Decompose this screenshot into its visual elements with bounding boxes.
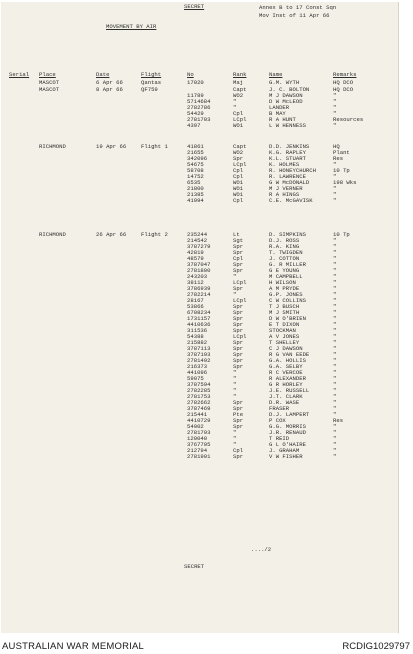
service-number: 41994 bbox=[187, 197, 204, 204]
remarks: " bbox=[333, 237, 337, 244]
member-name: G.M. WYTH bbox=[269, 79, 300, 86]
member-name: C J DAWSON bbox=[269, 345, 303, 352]
archive-credit: AUSTRALIAN WAR MEMORIAL bbox=[2, 641, 145, 652]
remarks: 10 Tp bbox=[333, 167, 350, 174]
rank: " bbox=[233, 393, 237, 400]
member-name: T. TWIGDEN bbox=[269, 249, 303, 256]
service-number: 120040 bbox=[187, 435, 208, 442]
member-name: D.R. WASE bbox=[269, 399, 300, 406]
service-number: 54675 bbox=[187, 161, 204, 168]
member-name: R.A. KING bbox=[269, 243, 300, 250]
remarks: HQ bbox=[333, 143, 340, 150]
member-name: D.J. ROSS bbox=[269, 237, 300, 244]
group-place: MASCOT bbox=[39, 79, 60, 86]
member-name: G.A. SELBY bbox=[269, 363, 303, 370]
rank: LCpl bbox=[233, 297, 247, 304]
remarks: " bbox=[333, 161, 337, 168]
remarks: " bbox=[333, 411, 337, 418]
rank: Spr bbox=[233, 309, 244, 316]
member-name: T REID bbox=[269, 435, 290, 442]
rank: Spr bbox=[233, 261, 244, 268]
service-number: 4397 bbox=[187, 122, 201, 129]
service-number: 215882 bbox=[187, 339, 208, 346]
remarks: " bbox=[333, 453, 337, 460]
member-name: R A HINGS bbox=[269, 191, 300, 198]
service-number: 48579 bbox=[187, 255, 204, 262]
member-name: M J SMITH bbox=[269, 309, 300, 316]
service-number: 3786939 bbox=[187, 285, 211, 292]
rank: Spr bbox=[233, 417, 244, 424]
rank: Spr bbox=[233, 249, 244, 256]
group-place: RICHMOND bbox=[39, 231, 66, 238]
member-name: K.G. RAPLEY bbox=[269, 149, 306, 156]
service-number: 54902 bbox=[187, 423, 204, 430]
remarks: HQ DCO bbox=[333, 86, 354, 93]
service-number: 2781901 bbox=[187, 453, 211, 460]
member-name: J.E. RUSSELL bbox=[269, 387, 310, 394]
remarks: " bbox=[333, 261, 337, 268]
member-name: L W HENNESS bbox=[269, 122, 306, 129]
remarks: " bbox=[333, 173, 337, 180]
service-number: 441096 bbox=[187, 369, 208, 376]
rank: Spr bbox=[233, 405, 244, 412]
group-date: 19 Apr 66 bbox=[96, 143, 127, 150]
remarks: " bbox=[333, 333, 337, 340]
remarks: " bbox=[333, 393, 337, 400]
rank: Spr bbox=[233, 303, 244, 310]
rank: Spr bbox=[233, 357, 244, 364]
remarks: " bbox=[333, 303, 337, 310]
remarks: " bbox=[333, 110, 337, 117]
remarks: " bbox=[333, 375, 337, 382]
remarks: " bbox=[333, 363, 337, 370]
rank: Capt bbox=[233, 86, 247, 93]
remarks: " bbox=[333, 435, 337, 442]
section-title: MOVEMENT BY AIR bbox=[106, 23, 157, 30]
document-page bbox=[1, 2, 399, 633]
remarks: " bbox=[333, 351, 337, 358]
remarks: " bbox=[333, 429, 337, 436]
rank: WO2 bbox=[233, 92, 244, 99]
service-number: 311536 bbox=[187, 327, 208, 334]
rank: Capt bbox=[233, 143, 247, 150]
member-name: J.T. CLARK bbox=[269, 393, 303, 400]
remarks: " bbox=[333, 92, 337, 99]
member-name: R ALEXANDER bbox=[269, 375, 306, 382]
column-header-date: Date bbox=[96, 71, 110, 78]
member-name: G.P. JONES bbox=[269, 291, 303, 298]
rank: " bbox=[233, 98, 237, 105]
column-header-serial: Serial bbox=[9, 71, 30, 78]
service-number: 5714684 bbox=[187, 98, 211, 105]
member-name: J. GRAHAM bbox=[269, 447, 300, 454]
service-number: 3787469 bbox=[187, 405, 211, 412]
member-name: A M PRYDE bbox=[269, 285, 300, 292]
remarks: Res bbox=[333, 417, 344, 424]
member-name: P COX bbox=[269, 417, 286, 424]
rank: " bbox=[233, 273, 237, 280]
remarks: " bbox=[333, 197, 337, 204]
remarks: " bbox=[333, 339, 337, 346]
rank: Spr bbox=[233, 363, 244, 370]
remarks: " bbox=[333, 297, 337, 304]
member-name: V W FISHER bbox=[269, 453, 303, 460]
service-number: 3787193 bbox=[187, 351, 211, 358]
member-name: E T DIXON bbox=[269, 321, 300, 328]
rank: Cpl bbox=[233, 173, 244, 180]
column-header-place: Place bbox=[39, 71, 56, 78]
service-number: 2781492 bbox=[187, 357, 211, 364]
service-number: 215441 bbox=[187, 411, 208, 418]
archive-footer bbox=[0, 638, 413, 654]
remarks: " bbox=[333, 279, 337, 286]
continuation-marker: ..../2 bbox=[251, 546, 272, 553]
group-place: RICHMOND bbox=[39, 143, 66, 150]
remarks: " bbox=[333, 357, 337, 364]
rank: Spr bbox=[233, 351, 244, 358]
service-number: 53866 bbox=[187, 303, 204, 310]
remarks: Plant bbox=[333, 149, 350, 156]
remarks: " bbox=[333, 405, 337, 412]
remarks: " bbox=[333, 191, 337, 198]
service-number: 3787047 bbox=[187, 261, 211, 268]
rank: Spr bbox=[233, 399, 244, 406]
rank: Pte bbox=[233, 411, 244, 418]
service-number: 54429 bbox=[187, 110, 204, 117]
rank: Spr bbox=[233, 315, 244, 322]
remarks: " bbox=[333, 185, 337, 192]
rank: Spr bbox=[233, 155, 244, 162]
column-header-name: Name bbox=[269, 71, 283, 78]
rank: Spr bbox=[233, 285, 244, 292]
rank: Lt bbox=[233, 231, 240, 238]
rank: WO1 bbox=[233, 191, 244, 198]
group-flight: Flight 2 bbox=[141, 231, 168, 238]
rank: Sgt bbox=[233, 237, 244, 244]
member-name: B MAY bbox=[269, 110, 286, 117]
remarks: " bbox=[333, 285, 337, 292]
rank: Spr bbox=[233, 327, 244, 334]
remarks: " bbox=[333, 447, 337, 454]
member-name: FRASER bbox=[269, 405, 290, 412]
remarks: " bbox=[333, 441, 337, 448]
rank: Spr bbox=[233, 339, 244, 346]
member-name: M CAMPBELL bbox=[269, 273, 303, 280]
member-name: R G VAN EEDE bbox=[269, 351, 310, 358]
member-name: H WILSON bbox=[269, 279, 296, 286]
member-name: R. LAWRENCE bbox=[269, 173, 306, 180]
classification-header: SECRET bbox=[184, 3, 205, 10]
service-number: 6535 bbox=[187, 179, 201, 186]
member-name: K.L. STUART bbox=[269, 155, 306, 162]
movement-instruction: Mov Inst of 11 Apr 66 bbox=[259, 12, 330, 19]
archive-id: RCDIG1029797 bbox=[342, 641, 410, 652]
remarks: Res bbox=[333, 155, 344, 162]
column-header-flight: Flight bbox=[141, 71, 162, 78]
classification-footer: SECRET bbox=[184, 563, 205, 570]
service-number: 2782285 bbox=[187, 387, 211, 394]
rank: Spr bbox=[233, 423, 244, 430]
remarks: " bbox=[333, 122, 337, 129]
member-name: G E YOUNG bbox=[269, 267, 300, 274]
service-number: 2782214 bbox=[187, 291, 211, 298]
service-number: 3787113 bbox=[187, 345, 211, 352]
service-number: 2782786 bbox=[187, 104, 211, 111]
member-name: G R HORLEY bbox=[269, 381, 303, 388]
group-date: 8 Apr 66 bbox=[96, 86, 123, 93]
member-name: J. COTTON bbox=[269, 255, 300, 262]
service-number: 2782662 bbox=[187, 399, 211, 406]
rank: WO1 bbox=[233, 185, 244, 192]
service-number: 21655 bbox=[187, 149, 204, 156]
member-name: R. HONEYCHURCH bbox=[269, 167, 316, 174]
remarks: " bbox=[333, 291, 337, 298]
rank: LCpl bbox=[233, 333, 247, 340]
group-flight: Flight 1 bbox=[141, 143, 168, 150]
remarks: " bbox=[333, 104, 337, 111]
service-number: 2781703 bbox=[187, 116, 211, 123]
member-name: R A HUNT bbox=[269, 116, 296, 123]
remarks: " bbox=[333, 345, 337, 352]
annex-reference: Annex B to 17 Const Sqn bbox=[259, 4, 337, 11]
group-flight: QF759 bbox=[141, 86, 158, 93]
rank: " bbox=[233, 104, 237, 111]
rank: Cpl bbox=[233, 447, 244, 454]
service-number: 1731157 bbox=[187, 315, 211, 322]
service-number: 41861 bbox=[187, 143, 204, 150]
member-name: M J VERNER bbox=[269, 185, 303, 192]
group-date: 6 Apr 66 bbox=[96, 79, 123, 86]
member-name: J.R. RENAUD bbox=[269, 429, 306, 436]
rank: Cpl bbox=[233, 167, 244, 174]
rank: " bbox=[233, 429, 237, 436]
service-number: 216373 bbox=[187, 363, 208, 370]
rank: Spr bbox=[233, 267, 244, 274]
remarks: " bbox=[333, 423, 337, 430]
service-number: 235244 bbox=[187, 231, 208, 238]
remarks: HQ DCO bbox=[333, 79, 354, 86]
member-name: LANDER bbox=[269, 104, 290, 111]
rank: " bbox=[233, 381, 237, 388]
rank: " bbox=[233, 291, 237, 298]
rank: " bbox=[233, 375, 237, 382]
rank: WO1 bbox=[233, 122, 244, 129]
remarks: Resources bbox=[333, 116, 364, 123]
rank: Spr bbox=[233, 345, 244, 352]
service-number: 11789 bbox=[187, 92, 204, 99]
remarks: " bbox=[333, 255, 337, 262]
member-name: R C VERCOE bbox=[269, 369, 303, 376]
member-name: T J BUSCH bbox=[269, 303, 300, 310]
member-name: D.D. JENKINS bbox=[269, 143, 310, 150]
column-header-no: No bbox=[187, 71, 194, 78]
rank: Cpl bbox=[233, 197, 244, 204]
remarks: 198 Wks bbox=[333, 179, 357, 186]
column-header-remarks: Remarks bbox=[333, 71, 357, 78]
group-place: MASCOT bbox=[39, 86, 60, 93]
service-number: 2781793 bbox=[187, 429, 211, 436]
rank: LCpl bbox=[233, 279, 247, 286]
member-name: G L O'HAIRE bbox=[269, 441, 306, 448]
remarks: " bbox=[333, 387, 337, 394]
member-name: STOCKMAN bbox=[269, 327, 296, 334]
service-number: 14752 bbox=[187, 173, 204, 180]
rank: WO1 bbox=[233, 179, 244, 186]
service-number: 59075 bbox=[187, 375, 204, 382]
service-number: 42819 bbox=[187, 249, 204, 256]
service-number: 38112 bbox=[187, 279, 204, 286]
member-name: C W COLLINS bbox=[269, 297, 306, 304]
remarks: 10 Tp bbox=[333, 231, 350, 238]
rank: " bbox=[233, 441, 237, 448]
service-number: 28167 bbox=[187, 297, 204, 304]
member-name: M J DAWSON bbox=[269, 92, 303, 99]
service-number: 3787594 bbox=[187, 381, 211, 388]
rank: LCpl bbox=[233, 161, 247, 168]
remarks: " bbox=[333, 273, 337, 280]
member-name: G.G. MORRIS bbox=[269, 423, 306, 430]
member-name: J. C. BOLTON bbox=[269, 86, 310, 93]
remarks: " bbox=[333, 243, 337, 250]
rank: " bbox=[233, 435, 237, 442]
rank: " bbox=[233, 369, 237, 376]
service-number: 6708234 bbox=[187, 309, 211, 316]
member-name: D W O'BRIEN bbox=[269, 315, 306, 322]
service-number: 342096 bbox=[187, 155, 208, 162]
service-number: 214542 bbox=[187, 237, 208, 244]
group-flight: Qantas bbox=[141, 79, 162, 86]
member-name: G W McDONALD bbox=[269, 179, 310, 186]
service-number: 2781753 bbox=[187, 393, 211, 400]
remarks: " bbox=[333, 327, 337, 334]
group-date: 26 Apr 66 bbox=[96, 231, 127, 238]
rank: LCpl bbox=[233, 116, 247, 123]
remarks: " bbox=[333, 267, 337, 274]
rank: Spr bbox=[233, 243, 244, 250]
remarks: " bbox=[333, 98, 337, 105]
service-number: 4410636 bbox=[187, 321, 211, 328]
service-number: 58708 bbox=[187, 167, 204, 174]
remarks: " bbox=[333, 249, 337, 256]
column-header-rank: Rank bbox=[233, 71, 247, 78]
member-name: C.E. McGAVISK bbox=[269, 197, 313, 204]
member-name: A V JONES bbox=[269, 333, 300, 340]
rank: Cpl bbox=[233, 110, 244, 117]
member-name: G. R MILLER bbox=[269, 261, 306, 268]
remarks: " bbox=[333, 309, 337, 316]
rank: Maj bbox=[233, 79, 244, 86]
remarks: " bbox=[333, 369, 337, 376]
service-number: 2781800 bbox=[187, 267, 211, 274]
rank: WO2 bbox=[233, 149, 244, 156]
remarks: " bbox=[333, 315, 337, 322]
service-number: 21800 bbox=[187, 185, 204, 192]
service-number: 54388 bbox=[187, 333, 204, 340]
service-number: 17020 bbox=[187, 79, 204, 86]
member-name: G.A. HOLLIS bbox=[269, 357, 306, 364]
rank: " bbox=[233, 387, 237, 394]
member-name: K. HOLMES bbox=[269, 161, 300, 168]
remarks: " bbox=[333, 399, 337, 406]
rank: Spr bbox=[233, 321, 244, 328]
remarks: " bbox=[333, 321, 337, 328]
service-number: 4410729 bbox=[187, 417, 211, 424]
member-name: D. SIMPKINS bbox=[269, 231, 306, 238]
member-name: D.J. LAMPERT bbox=[269, 411, 310, 418]
service-number: 212794 bbox=[187, 447, 208, 454]
service-number: 3767795 bbox=[187, 441, 211, 448]
remarks: " bbox=[333, 381, 337, 388]
service-number: 3787279 bbox=[187, 243, 211, 250]
service-number: 243203 bbox=[187, 273, 208, 280]
rank: Spr bbox=[233, 453, 244, 460]
rank: Cpl bbox=[233, 255, 244, 262]
service-number: 21385 bbox=[187, 191, 204, 198]
member-name: D W McLEOD bbox=[269, 98, 303, 105]
member-name: T SHELLEY bbox=[269, 339, 300, 346]
